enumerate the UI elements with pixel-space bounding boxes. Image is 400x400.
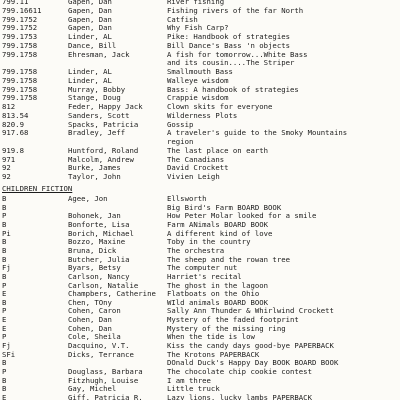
book-title: Little truck: [167, 384, 220, 394]
call-number: B: [2, 254, 7, 264]
call-number: Fj: [2, 263, 11, 273]
catalog-row: [2, 76, 398, 85]
catalog-row: [2, 120, 398, 129]
author-name: Gapen, Dan: [68, 14, 112, 24]
call-number: 917.68: [2, 128, 29, 138]
book-title: Farm ANimals BOARD BOOK: [167, 219, 269, 229]
call-number: 92: [2, 163, 11, 173]
book-title: Mystery of the faded footprint: [167, 315, 299, 325]
author-name: Carlson, Natalie: [68, 280, 139, 290]
catalog-row: [2, 172, 398, 181]
catalog-row: [2, 315, 398, 324]
book-title: When the tide is low: [167, 332, 255, 342]
call-number: E: [2, 392, 7, 400]
book-title: The computer nut: [167, 263, 238, 273]
catalog-row: [2, 263, 398, 272]
call-number: B: [2, 297, 7, 307]
author-name: Carlson, Nancy: [68, 271, 130, 281]
author-name: Chen, TOny: [68, 297, 112, 307]
book-title: River fishing: [167, 0, 225, 6]
call-number: 799.1758: [2, 84, 38, 94]
call-number: 799.16611: [2, 5, 42, 15]
call-number: 799.1758: [2, 40, 38, 50]
book-title: Pike: Handbook of strategies: [167, 32, 291, 41]
call-number: P: [2, 367, 7, 376]
author-name: Cohen, Dan: [68, 323, 112, 333]
author-name: Gapen, Dan: [68, 23, 112, 33]
call-number: P: [2, 211, 7, 221]
catalog-row: [2, 211, 398, 220]
book-title: Clown skits for everyone: [167, 102, 273, 111]
call-number: P: [2, 280, 7, 290]
author-name: Burke, James: [68, 163, 121, 173]
call-number: B: [2, 375, 7, 385]
book-title: The chocolate chip cookie contest: [167, 367, 312, 376]
catalog-row: [2, 246, 398, 255]
author-name: Stange, Doug: [68, 93, 121, 103]
catalog-row: [2, 102, 398, 111]
author-name: Cohen, Dan: [68, 315, 112, 325]
catalog-row: [2, 324, 398, 333]
catalog-row: [2, 203, 398, 212]
call-number: B: [2, 202, 7, 212]
book-title: Lazy lions, lucky lambs PAPERBACK: [167, 392, 312, 400]
catalog-row: [2, 41, 398, 50]
author-name: Fitzhugh, Louise: [68, 375, 139, 385]
book-title: Smallmouth Bass: [167, 67, 233, 76]
author-name: Champbers, Catherine: [68, 289, 156, 299]
section-heading-children-fiction: CHILDREN FICTION: [2, 184, 73, 193]
catalog-row: [2, 146, 398, 155]
catalog-row: [2, 128, 398, 137]
call-number: B: [2, 358, 7, 368]
book-title: Bill Dance's Bass 'n objects: [167, 40, 291, 50]
book-title: WIld animals BOARD BOOK: [167, 297, 269, 307]
author-name: Butcher, Julia: [68, 254, 130, 264]
author-name: Bonforte, Lisa: [68, 219, 130, 229]
author-name: Gay, Michel: [68, 384, 117, 394]
catalog-row: [2, 194, 398, 203]
book-title: Catfish: [167, 14, 198, 24]
book-title: Harriet's recital: [167, 271, 242, 281]
catalog-row: [2, 306, 398, 315]
call-number: B: [2, 219, 7, 229]
author-name: Cole, Sheila: [68, 332, 121, 342]
call-number: B: [2, 245, 7, 255]
book-title: Gossip: [167, 119, 194, 129]
author-name: Dacquino, V.T.: [68, 341, 130, 351]
catalog-row: [2, 350, 398, 359]
book-title: The sheep and the rowan tree: [167, 254, 291, 264]
book-title: Kiss the candy days good-bye PAPERBACK: [167, 341, 334, 351]
call-number: B: [2, 194, 7, 203]
book-title: Ellsworth: [167, 194, 207, 203]
author-name: Giff, Patricia R.: [68, 392, 143, 400]
author-name: Taylor, John: [68, 172, 121, 181]
book-title: Flatboats on the Ohio: [167, 289, 260, 299]
catalog-row: [2, 393, 398, 400]
call-number: 799.1752: [2, 14, 38, 24]
call-number: E: [2, 315, 7, 325]
author-name: Dance, Bill: [68, 40, 117, 50]
author-name: Gapen, Dan: [68, 5, 112, 15]
book-title: The orchestra: [167, 245, 225, 255]
call-number: 971: [2, 154, 16, 164]
call-number: E: [2, 323, 7, 333]
author-name: Borich, Michael: [68, 228, 134, 238]
book-title: The Canadians: [167, 154, 225, 164]
author-name: Murray, Bobby: [68, 84, 126, 94]
catalog-row: [2, 255, 398, 264]
call-number: 799.1758: [2, 49, 38, 59]
call-number: P: [2, 332, 7, 342]
call-number: 919.8: [2, 145, 24, 155]
book-title: I am three: [167, 375, 211, 385]
book-title: Walleye wisdom: [167, 75, 229, 85]
catalog-row: [2, 281, 398, 290]
author-name: Cohen, Caron: [68, 306, 121, 316]
catalog-row: [2, 163, 398, 172]
author-name: Bozzo, Maxine: [68, 237, 126, 247]
catalog-row: [2, 237, 398, 246]
author-name: Bohonek, Jan: [68, 211, 121, 221]
book-title: Toby in the country: [167, 237, 251, 247]
call-number: Pi: [2, 228, 11, 238]
author-name: Huntford, Roland: [68, 145, 139, 155]
catalog-row: [2, 220, 398, 229]
book-title: How Peter Molar looked for a smile: [167, 211, 317, 221]
book-title: Why Fish Carp?: [167, 23, 229, 33]
catalog-row: [2, 111, 398, 120]
book-title: Fishing rivers of the far North: [167, 5, 304, 15]
book-title: The Krotons PAPERBACK: [167, 349, 260, 359]
author-name: Byars, Betsy: [68, 263, 121, 273]
book-title: David Crockett: [167, 163, 229, 173]
call-number: 799.1753: [2, 32, 38, 41]
call-number: 799.1752: [2, 23, 38, 33]
call-number: 813.54: [2, 110, 29, 120]
book-title: Mystery of the missing ring: [167, 323, 286, 333]
book-title: DOnald Duck's Happy Day BOOK BOARD BOOK: [167, 358, 339, 368]
book-title: A traveler's guide to the Smoky Mountains: [167, 128, 348, 138]
book-title: Bass: A handbook of strategies: [167, 84, 299, 94]
catalog-row: [2, 155, 398, 164]
catalog-row: [2, 376, 398, 385]
call-number: B: [2, 384, 7, 394]
author-name: Malcolm, Andrew: [68, 154, 134, 164]
book-title: The ghost in the lagoon: [167, 280, 269, 290]
call-number: Fj: [2, 341, 11, 351]
catalog-row: [2, 58, 398, 67]
book-title: Wilderness Plots: [167, 110, 238, 120]
author-name: Bradley, Jeff: [68, 128, 126, 138]
catalog-row: [2, 137, 398, 146]
book-title: A fish for tomorrow...White Bass: [167, 49, 308, 59]
catalog-row: [2, 85, 398, 94]
catalog-row: [2, 367, 398, 376]
catalog-row: [2, 384, 398, 393]
catalog-row: [2, 289, 398, 298]
call-number: 799.1758: [2, 75, 38, 85]
author-name: Feder, Happy Jack: [68, 102, 143, 111]
book-title: Vivien Leigh: [167, 172, 220, 181]
book-title: Sally Ann Thunder & Whirlwind Crockett: [167, 306, 334, 316]
author-name: Linder, AL: [68, 32, 112, 41]
catalog-row: [2, 93, 398, 102]
call-number: P: [2, 306, 7, 316]
call-number: 812: [2, 102, 16, 111]
call-number: 799.11: [2, 0, 29, 6]
catalog-row: [2, 358, 398, 367]
catalog-row: [2, 67, 398, 76]
call-number: 799.1758: [2, 67, 38, 76]
author-name: Sanders, Scott: [68, 110, 130, 120]
call-number: B: [2, 271, 7, 281]
book-title: The last place on earth: [167, 145, 269, 155]
author-name: Douglass, Barbara: [68, 367, 143, 376]
book-title: and its cousin....The Striper: [167, 58, 295, 68]
book-title: Crappie wisdom: [167, 93, 229, 103]
book-title: region: [167, 137, 194, 146]
author-name: Bruna, Dick: [68, 245, 117, 255]
call-number: E: [2, 289, 7, 299]
author-name: Gapen, Dan: [68, 0, 112, 6]
author-name: Spacks, Patricia: [68, 119, 139, 129]
catalog-row: [2, 23, 398, 32]
book-title: Big Bird's Farm BOARD BOOK: [167, 202, 282, 212]
catalog-row: [2, 15, 398, 24]
catalog-row: [2, 298, 398, 307]
call-number: SFi: [2, 349, 16, 359]
catalog-row: [2, 6, 398, 15]
catalog-row: [2, 332, 398, 341]
catalog-row: [2, 32, 398, 41]
call-number: 799.1758: [2, 93, 38, 103]
author-name: Linder, AL: [68, 67, 112, 76]
author-name: Linder, AL: [68, 75, 112, 85]
author-name: Ehresman, Jack: [68, 49, 130, 59]
call-number: B: [2, 237, 7, 247]
book-title: A different kind of love: [167, 228, 273, 238]
catalog-row: [2, 341, 398, 350]
call-number: 820.9: [2, 119, 24, 129]
catalog-row: [2, 229, 398, 238]
call-number: 92: [2, 172, 11, 181]
catalog-row: [2, 50, 398, 59]
author-name: Dicks, Terrance: [68, 349, 134, 359]
author-name: Agee, Jon: [68, 194, 108, 203]
catalog-row: [2, 272, 398, 281]
